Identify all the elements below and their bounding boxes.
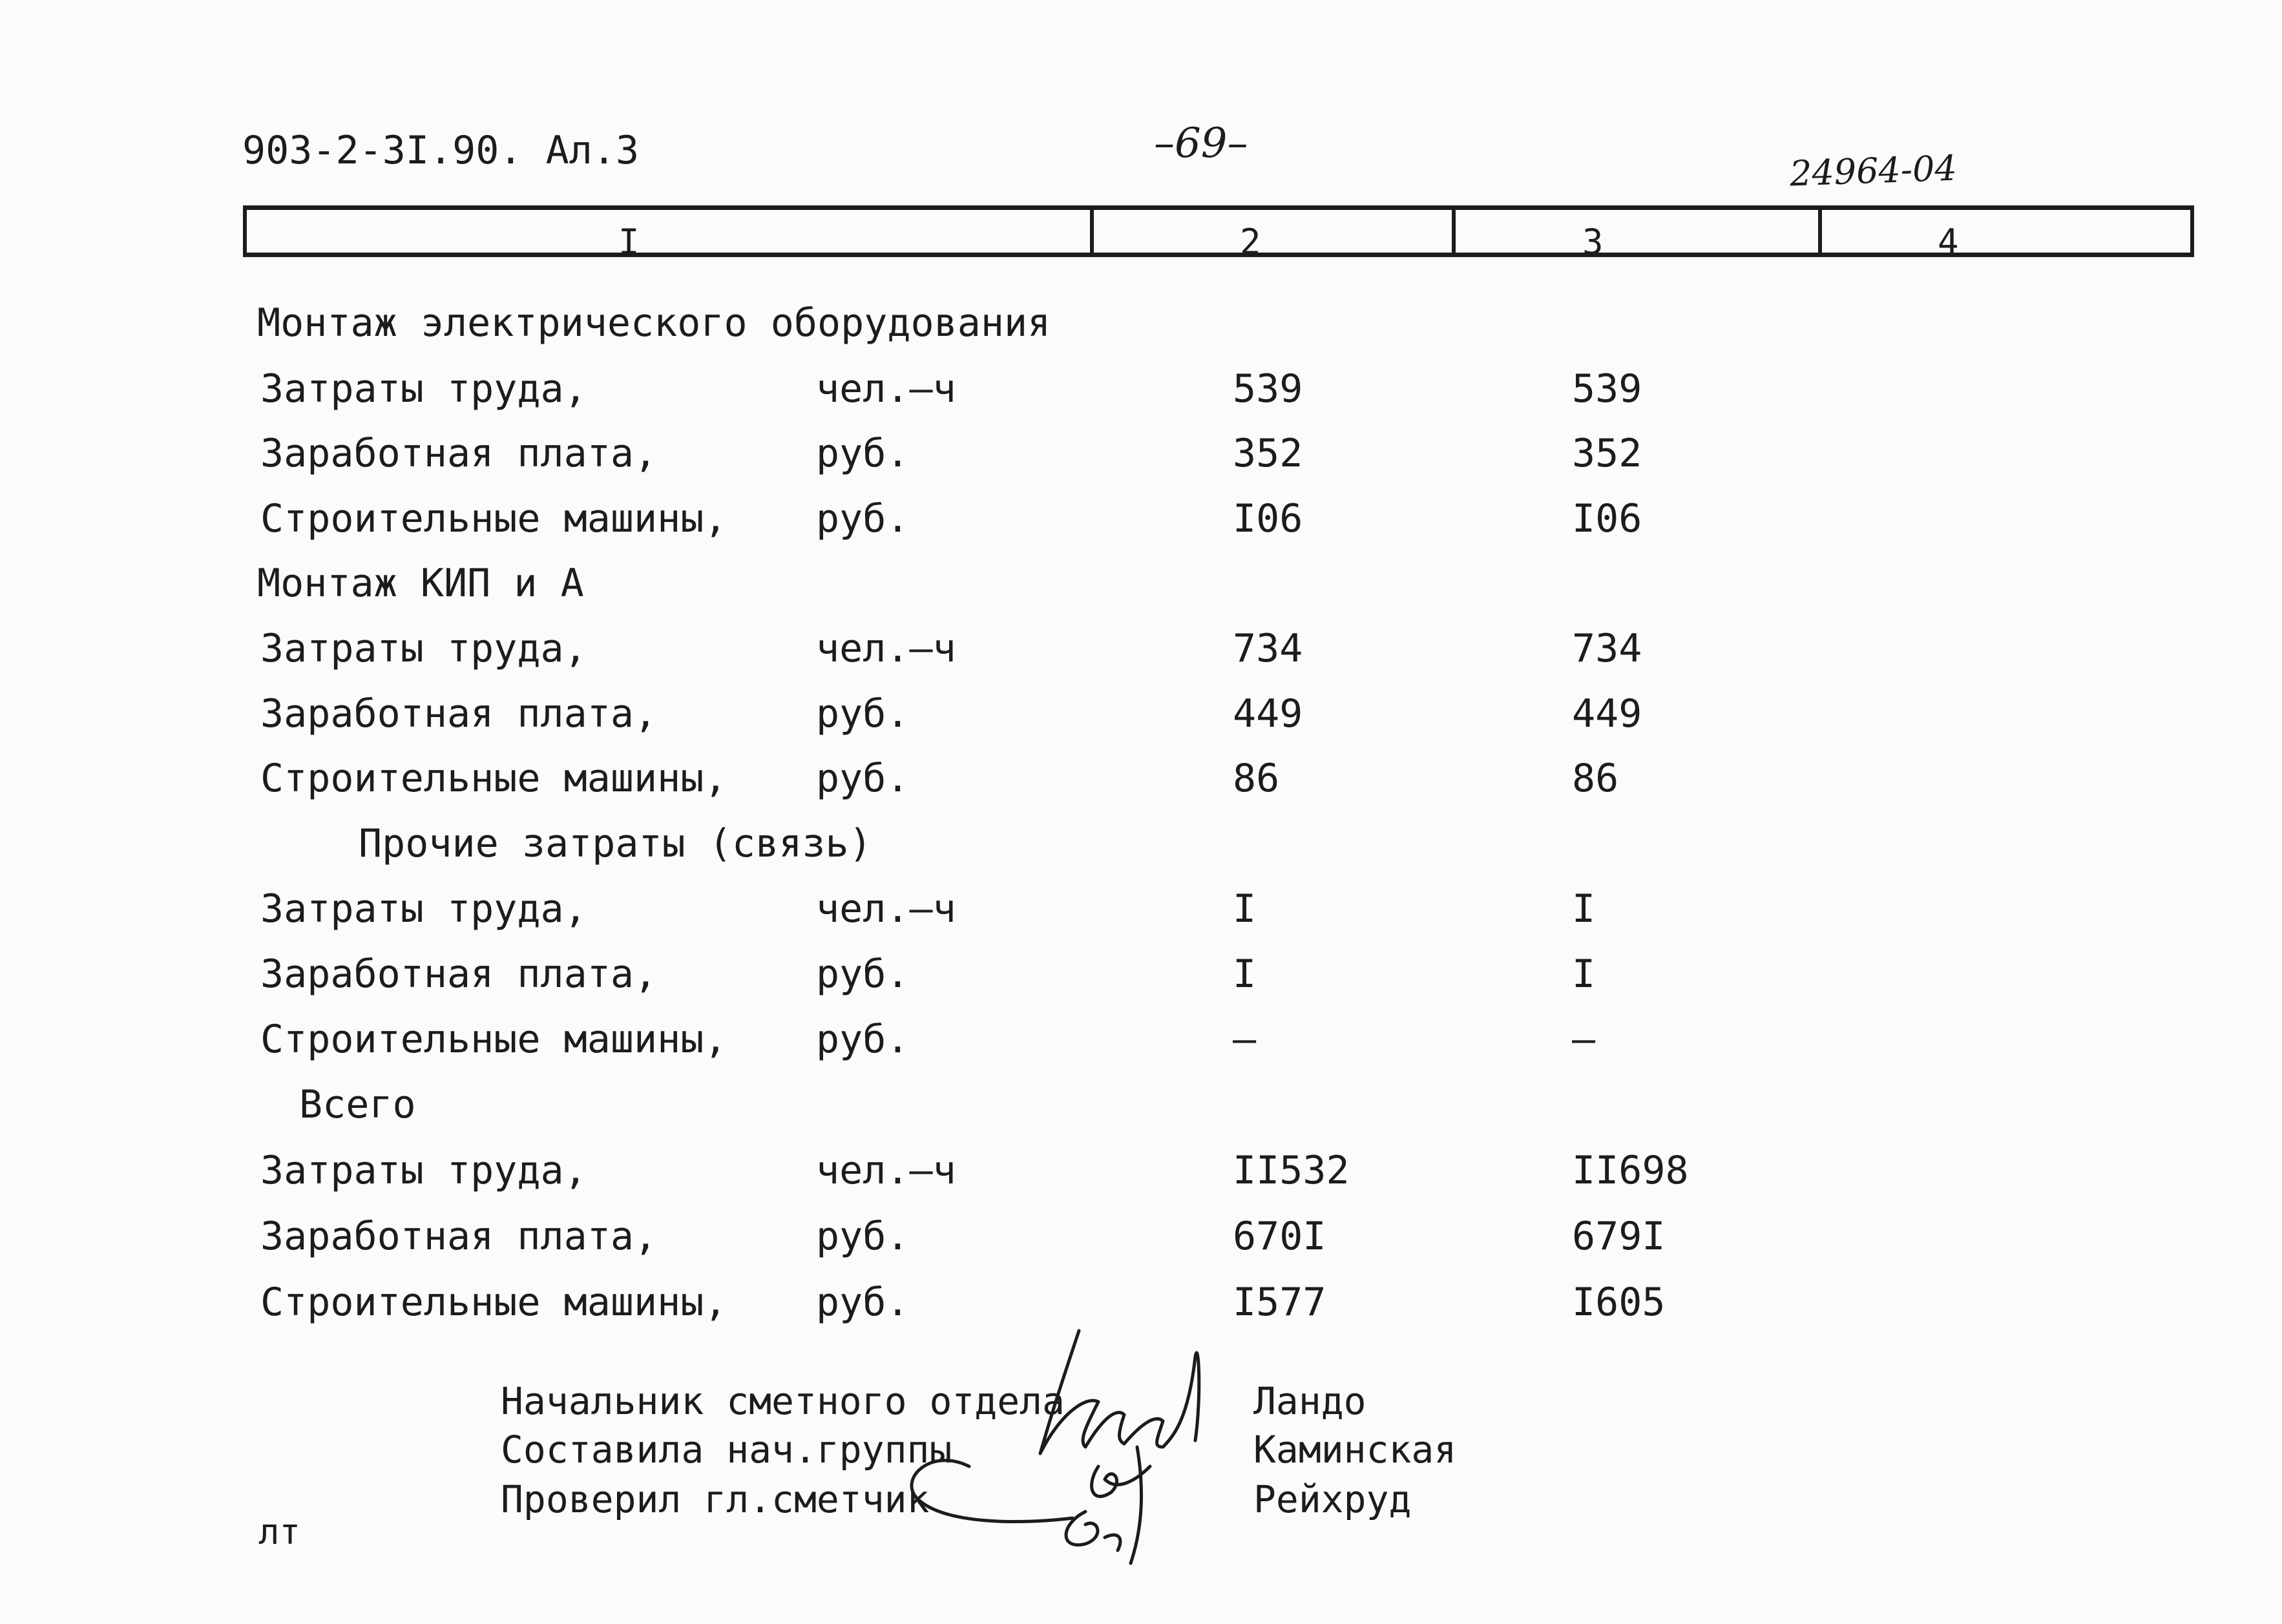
page-number: –69– bbox=[1154, 120, 1248, 167]
row-value-col3: I bbox=[1572, 886, 1596, 932]
signature-name: Рейхруд bbox=[1253, 1477, 1412, 1521]
row-value-col3: 352 bbox=[1572, 431, 1642, 476]
row-unit: чел.–ч bbox=[816, 626, 956, 671]
row-label: Строительные машины, bbox=[260, 756, 728, 801]
section-heading: Всего bbox=[299, 1082, 416, 1127]
row-value-col3: 86 bbox=[1572, 756, 1619, 801]
signature-role: Проверил гл.сметчик bbox=[501, 1477, 930, 1521]
row-value-col2: 734 bbox=[1233, 626, 1303, 671]
signature-name: Ландо bbox=[1253, 1379, 1366, 1423]
handwritten-signature bbox=[892, 1318, 1253, 1576]
column-header-4: 4 bbox=[1938, 222, 1959, 262]
row-label: Строительные машины, bbox=[260, 496, 728, 541]
row-unit: руб. bbox=[816, 496, 910, 541]
signature-role: Начальник сметного отдела bbox=[501, 1379, 1065, 1423]
inventory-number: 24964-04 bbox=[1788, 147, 1958, 194]
row-value-col3: – bbox=[1572, 1017, 1596, 1062]
row-unit: руб. bbox=[816, 1280, 910, 1325]
row-label: Затраты труда, bbox=[260, 886, 587, 932]
document-code: 903-2-3I.90. Ал.3 bbox=[242, 128, 640, 173]
row-unit: руб. bbox=[816, 756, 910, 801]
row-value-col2: 352 bbox=[1233, 431, 1303, 476]
row-label: Заработная плата, bbox=[260, 1214, 658, 1259]
row-value-col2: – bbox=[1233, 1017, 1257, 1062]
row-value-col2: 86 bbox=[1233, 756, 1280, 801]
row-value-col2: 670I bbox=[1233, 1214, 1326, 1259]
column-header-row bbox=[243, 205, 2194, 262]
row-value-col3: I605 bbox=[1572, 1280, 1666, 1325]
row-label: Заработная плата, bbox=[260, 952, 658, 997]
column-divider bbox=[1818, 210, 1822, 253]
row-value-col2: 449 bbox=[1233, 691, 1303, 736]
row-unit: руб. bbox=[816, 691, 910, 736]
row-label: Заработная плата, bbox=[260, 691, 658, 736]
signature-role: Составила нач.группы bbox=[501, 1428, 952, 1472]
row-unit: руб. bbox=[816, 1017, 910, 1062]
section-heading: Монтаж электрического оборудования bbox=[257, 300, 1051, 346]
row-value-col3: I bbox=[1572, 952, 1596, 997]
row-label: Заработная плата, bbox=[260, 431, 658, 476]
column-header-1: I bbox=[618, 222, 640, 262]
row-value-col3: 734 bbox=[1572, 626, 1642, 671]
row-label: Строительные машины, bbox=[260, 1280, 728, 1325]
row-value-col2: I577 bbox=[1233, 1280, 1326, 1325]
column-header-3: 3 bbox=[1582, 222, 1604, 262]
row-unit: руб. bbox=[816, 952, 910, 997]
footer-mark: лт bbox=[258, 1512, 301, 1552]
column-header-2: 2 bbox=[1240, 222, 1261, 262]
row-unit: чел.–ч bbox=[816, 366, 956, 411]
row-label: Строительные машины, bbox=[260, 1017, 728, 1062]
row-value-col2: I06 bbox=[1233, 496, 1303, 541]
row-label: Затраты труда, bbox=[260, 366, 587, 411]
row-unit: чел.–ч bbox=[816, 1148, 956, 1193]
signature-name: Каминская bbox=[1253, 1428, 1457, 1472]
row-value-col2: I bbox=[1233, 952, 1257, 997]
row-value-col2: II532 bbox=[1233, 1148, 1350, 1193]
row-label: Затраты труда, bbox=[260, 626, 587, 671]
row-label: Затраты труда, bbox=[260, 1148, 587, 1193]
column-divider bbox=[1090, 210, 1094, 253]
row-unit: чел.–ч bbox=[816, 886, 956, 932]
row-value-col3: II698 bbox=[1572, 1148, 1689, 1193]
row-unit: руб. bbox=[816, 1214, 910, 1259]
row-value-col3: 449 bbox=[1572, 691, 1642, 736]
row-value-col3: I06 bbox=[1572, 496, 1642, 541]
section-heading: Монтаж КИП и А bbox=[257, 561, 584, 606]
row-value-col3: 679I bbox=[1572, 1214, 1666, 1259]
row-value-col2: I bbox=[1233, 886, 1257, 932]
section-heading: Прочие затраты (связь) bbox=[359, 821, 872, 866]
row-value-col2: 539 bbox=[1233, 366, 1303, 411]
row-unit: руб. bbox=[816, 431, 910, 476]
row-value-col3: 539 bbox=[1572, 366, 1642, 411]
column-divider bbox=[1452, 210, 1456, 253]
